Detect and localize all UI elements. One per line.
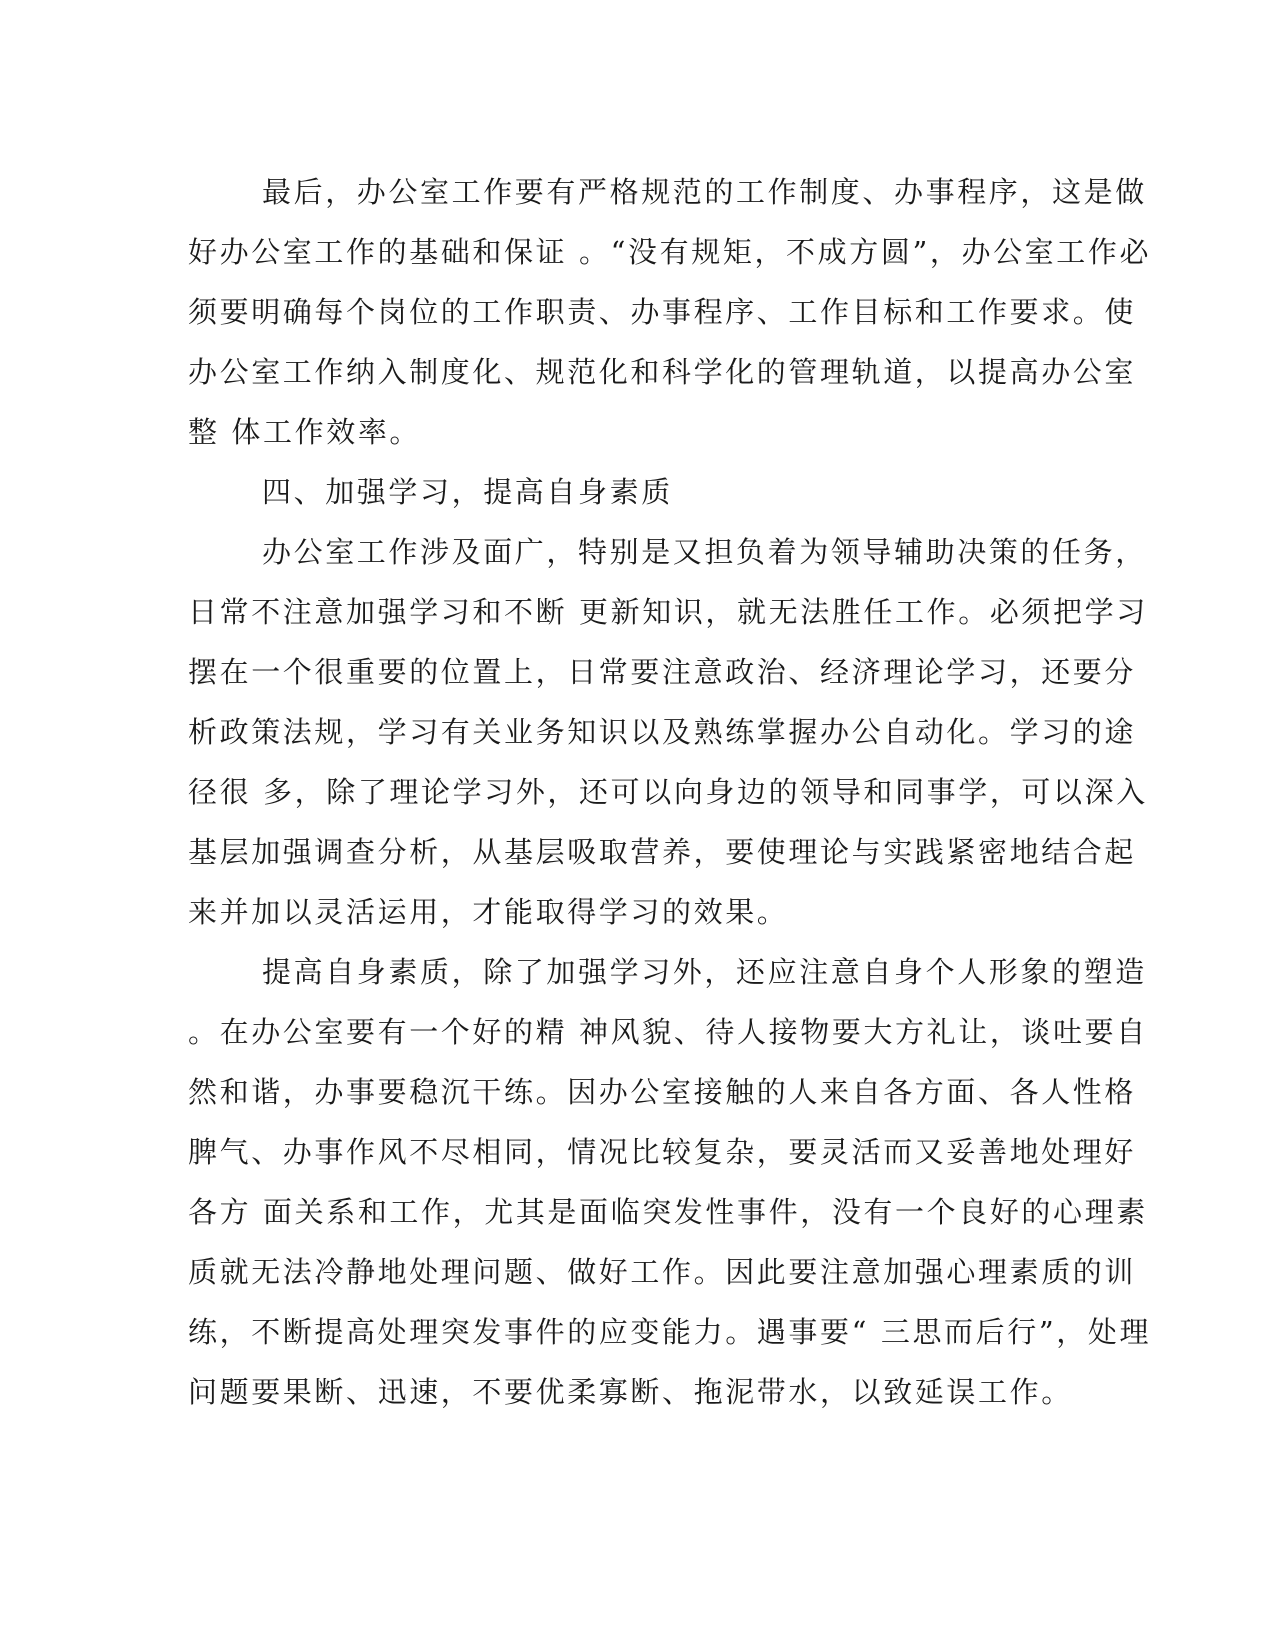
text-line: 练，不断提高处理突发事件的应变能力。遇事要“ 三思而后行”，处理 <box>188 1315 1152 1349</box>
text-line: 办公室工作纳入制度化、规范化和科学化的管理轨道，以提高办公室 <box>188 355 1137 389</box>
text-line: 整 体工作效率。 <box>188 415 422 449</box>
text-line: 各方 面关系和工作，尤其是面临突发性事件，没有一个良好的心理素 <box>188 1195 1148 1229</box>
text-line: 好办公室工作的基础和保证 。“没有规矩，不成方圆”，办公室工作必 <box>188 235 1152 269</box>
section-heading <box>188 462 1076 522</box>
paragraph-learning <box>188 522 1148 942</box>
text-line: 须要明确每个岗位的工作职责、办事程序、工作目标和工作要求。使 <box>188 295 1137 329</box>
text-line: 问题要果断、迅速，不要优柔寡断、拖泥带水，以致延误工作。 <box>188 1375 1073 1409</box>
text-line: 基层加强调查分析，从基层吸取营养，要使理论与实践紧密地结合起 <box>188 835 1137 869</box>
text-line: 脾气、办事作风不尽相同，情况比较复杂，要灵活而又妥善地处理好 <box>188 1135 1137 1169</box>
text-line: 然和谐，办事要稳沉干练。因办公室接触的人来自各方面、各人性格 <box>188 1075 1137 1109</box>
text-line: 析政策法规，学习有关业务知识以及熟练掌握办公自动化。学习的途 <box>188 715 1137 749</box>
text-line: 最后，办公室工作要有严格规范的工作制度、办事程序，这是做 <box>262 175 1147 209</box>
section-heading-text: 四、加强学习，提高自身素质 <box>262 475 673 509</box>
text-line: 。在办公室要有一个好的精 神风貌、待人接物要大方礼让，谈吐要自 <box>188 1015 1148 1049</box>
text-line: 提高自身素质，除了加强学习外，还应注意自身个人形象的塑造 <box>262 955 1147 989</box>
text-line: 日常不注意加强学习和不断 更新知识，就无法胜任工作。必须把学习 <box>188 595 1148 629</box>
text-line: 质就无法冷静地处理问题、做好工作。因此要注意加强心理素质的训 <box>188 1255 1137 1289</box>
text-line: 办公室工作涉及面广，特别是又担负着为领导辅助决策的任务， <box>262 535 1147 569</box>
text-line: 摆在一个很重要的位置上，日常要注意政治、经济理论学习，还要分 <box>188 655 1137 689</box>
paragraph-quality <box>188 942 1152 1422</box>
document-body <box>188 162 1152 1422</box>
text-line: 来并加以灵活运用，才能取得学习的效果。 <box>188 895 789 929</box>
paragraph-standards <box>188 162 1152 462</box>
text-line: 径很 多，除了理论学习外，还可以向身边的领导和同事学，可以深入 <box>188 775 1148 809</box>
